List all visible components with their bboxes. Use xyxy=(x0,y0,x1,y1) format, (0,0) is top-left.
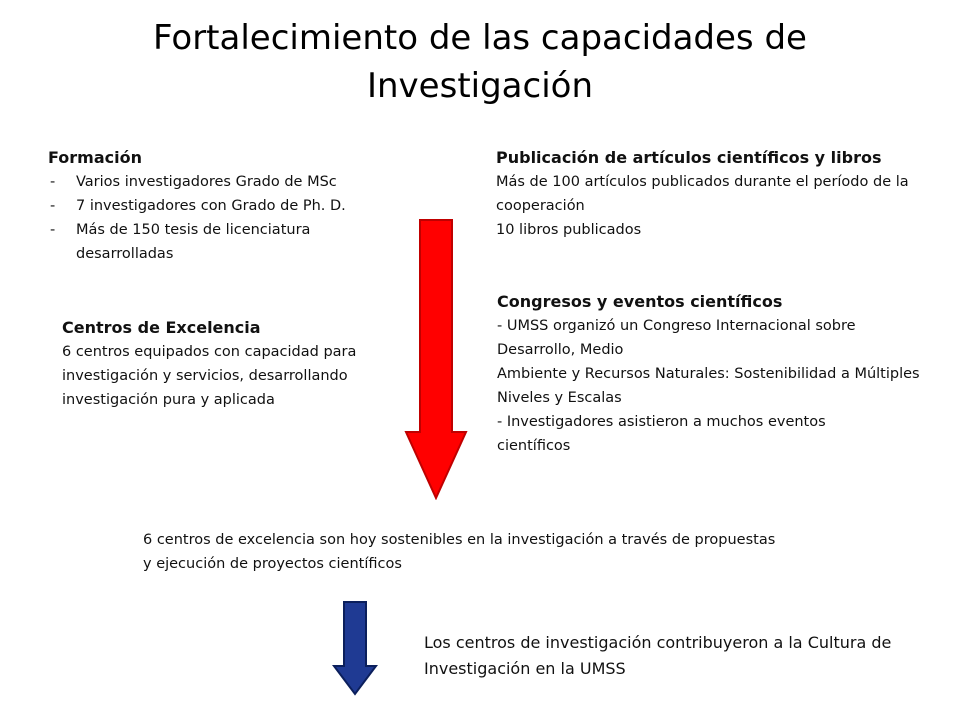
sostenibles-section xyxy=(143,528,783,576)
blue-down-arrow-icon xyxy=(332,600,378,696)
congresos-heading: Congresos y eventos científicos xyxy=(497,292,783,311)
cultura-text: Los centros de investigación contribuyeron a la Cultura de Investigación en la UMSS xyxy=(424,633,892,678)
publicacion-line: 10 libros publicados xyxy=(496,222,642,238)
cultura-section xyxy=(424,630,894,682)
formacion-list xyxy=(48,170,428,266)
formacion-heading: Formación xyxy=(48,148,142,167)
publicacion-section xyxy=(496,146,946,242)
formacion-item: - 7 investigadores con Grado de Ph. D. xyxy=(48,194,428,218)
blue-arrow-shape xyxy=(334,602,376,694)
red-down-arrow-icon xyxy=(404,218,468,500)
congresos-line: - UMSS organizó un Congreso Internacional sobre Desarrollo, Medio xyxy=(497,318,856,358)
congresos-line: Ambiente y Recursos Naturales: Sostenibilidad a Múltiples Niveles y Escalas xyxy=(497,366,920,406)
centros-section xyxy=(62,316,382,412)
congresos-line: - Investigadores asistieron a muchos eventos científicos xyxy=(497,414,826,454)
publicacion-line: Más de 100 artículos publicados durante el período de la cooperación xyxy=(496,174,909,214)
sostenibles-text: 6 centros de excelencia son hoy sostenibles en la investigación a través de propuestas y ejecución de proyectos científicos xyxy=(143,532,776,572)
publicacion-heading: Publicación de artículos científicos y libros xyxy=(496,148,882,167)
congresos-section xyxy=(497,290,947,458)
formacion-item: - Más de 150 tesis de licenciatura desarrolladas xyxy=(48,218,386,266)
formacion-section xyxy=(48,146,428,266)
red-arrow-shape xyxy=(406,220,466,498)
page-title: Fortalecimiento de las capacidades de Investigación xyxy=(153,18,807,106)
centros-text: 6 centros equipados con capacidad para investigación y servicios, desarrollando investigación pura y aplicada xyxy=(62,344,357,408)
centros-heading: Centros de Excelencia xyxy=(62,318,261,337)
formacion-item: - Varios investigadores Grado de MSc xyxy=(48,170,428,194)
